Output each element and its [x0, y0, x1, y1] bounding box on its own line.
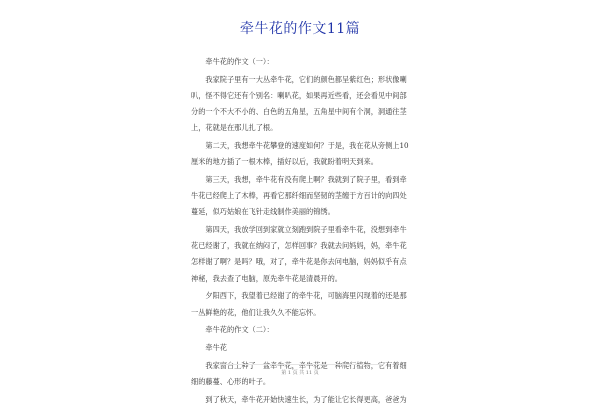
paragraph: 我家窗台上种了一盆牵牛花，牵牛花是一种爬行植物，它有着细细的藤蔓、心形的叶子。 [191, 360, 407, 386]
footer-divider [218, 364, 382, 365]
paragraph-section-heading-1: 牵牛花的作文（一）： [205, 57, 274, 66]
paragraph: 第二天，我想牵牛花攀登的速度如何？于是，我在花从旁侧上10厘米的地方插了一根木棒，插好以后，我就盼着明天到来。 [191, 141, 409, 167]
page-footer: 第 1 页 共 11 页 [281, 370, 319, 376]
paragraph: 夕阳西下，我望着已经谢了的牵牛花，可脑海里闪现着的还是那一丛鲜艳的花，他们让我久久不能忘怀。 [191, 291, 407, 317]
paragraph-section-heading-2: 牵牛花的作文（二）： [205, 325, 274, 335]
paragraph: 到了秋天，牵牛花开始快速生长，为了能让它长得更高，爸爸为 [205, 394, 407, 404]
document-body [191, 54, 411, 408]
paragraph: 我家院子里有一大丛牵牛花，它们的颜色都呈紫红色；形状像喇叭，怪不得它还有个别名：喇叭花，如果再近些看，还会看见中间部分的一个不大不小的、白色的五角星，五角星中间有个洞，洞通往茎上，花就是在那儿扎了根。 [191, 74, 407, 133]
paragraph: 第四天，我放学回到家就立刻跑到院子里看牵牛花，没想到牵牛花已经谢了，我就在纳闷了，怎样回事？我就去问妈妈，妈，牵牛花怎样谢了啊？是吗？哦，对了，牵牛花是你去问电脑，妈妈似乎有点神秘，我去查了电脑，原先牵牛花是清晨开的。 [191, 225, 407, 283]
paragraph: 第三天，我想，牵牛花有没有爬上啊？我就到了院子里，看到牵牛花已经爬上了木棒，再看它那纤细而坚韧的茎缠于方百计的向四处蔓延，似巧姑娘在飞针走线制作美丽的锦绣。 [191, 174, 407, 217]
document-title: 牵牛花的作文11篇 [239, 21, 361, 37]
paragraph-subtitle: 牵牛花 [205, 342, 227, 352]
